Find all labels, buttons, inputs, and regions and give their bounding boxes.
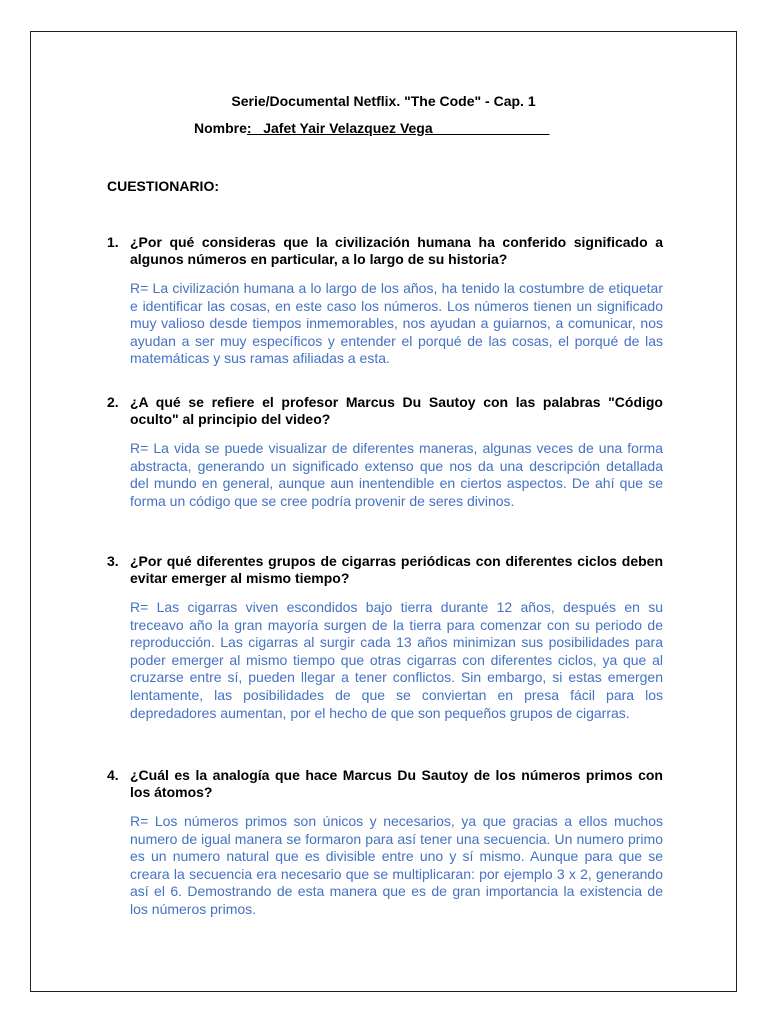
question-number: 3.: [107, 553, 119, 569]
document-title: Serie/Documental Netflix. "The Code" - Cap. 1: [231, 93, 536, 109]
question-block-4: [107, 767, 663, 919]
question-number: 1.: [107, 234, 119, 250]
answer-text: R= Las cigarras viven escondidos bajo tierra durante 12 años, después en su treceavo año la gran mayoría surgen de la tierra para comenzar con su periodo de reproducción. Las cigarras al surgir cada 13 años minimizan sus posibilidades para poder emerger al mismo tiempo que otras cigarras con diferentes ciclos, ya que al cruzarse entre sí, pueden llegar a tener conflictos. Sin embargo, si estas emergen lentamente, las posibilidades de que se conviertan en presa fácil para los depredadores aumentan, por el hecho de que son pequeños grupos de cigarras.: [130, 599, 663, 721]
answer-text: R= La vida se puede visualizar de diferentes maneras, algunas veces de una forma abstracta, generando un significado extenso que nos da una descripción detallada del mundo en general, aunque aun inentendible en ciertos aspectos. De ahí que se forma un código que se cree podría provenir de seres divinos.: [130, 440, 663, 509]
question: [107, 767, 663, 801]
question-block-2: [107, 394, 663, 510]
question: [107, 234, 663, 268]
question-text: ¿Por qué consideras que la civilización humana ha conferido significado a algunos números en particular, a lo largo de su historia?: [130, 234, 663, 267]
name-line: [194, 120, 549, 137]
question: [107, 553, 663, 587]
question-text: ¿Por qué diferentes grupos de cigarras periódicas con diferentes ciclos deben evitar emerger al mismo tiempo?: [130, 553, 663, 586]
section-heading: CUESTIONARIO:: [107, 178, 219, 194]
question-text: ¿Cuál es la analogía que hace Marcus Du Sautoy de los números primos con los átomos?: [130, 767, 663, 800]
question-text: ¿A qué se refiere el profesor Marcus Du Sautoy con las palabras "Código oculto" al principio del video?: [130, 394, 663, 427]
document-page: [30, 31, 737, 992]
question-block-1: [107, 234, 663, 368]
question-number: 4.: [107, 767, 119, 783]
question-number: 2.: [107, 394, 119, 410]
answer-text: R= Los números primos son únicos y necesarios, ya que gracias a ellos muchos numero de igual manera se formaron para así tener una secuencia. Un numero primo es un numero natural que es divisible entre uno y sí mismo. Aunque para que se creara la secuencia era necesario que se multiplicaran: por ejemplo 3 x 2, generando así el 6. Demostrando de esta manera que es de gran importancia la existencia de los números primos.: [130, 813, 663, 917]
name-value: : Jafet Yair Velazquez Vega ____________: [246, 120, 550, 136]
name-label: Nombre: [194, 120, 247, 136]
question-block-3: [107, 553, 663, 722]
answer-text: R= La civilización humana a lo largo de los años, ha tenido la costumbre de etiquetar e identificar las cosas, en este caso los números. Los números tienen un significado muy valioso desde tiempos inmemorables, nos ayudan a guiarnos, a comunicar, nos ayudan a ser muy específicos y entender el porqué de las cosas, el porqué de las matemáticas y sus ramas afiliadas a esta.: [130, 280, 663, 367]
question: [107, 394, 663, 428]
